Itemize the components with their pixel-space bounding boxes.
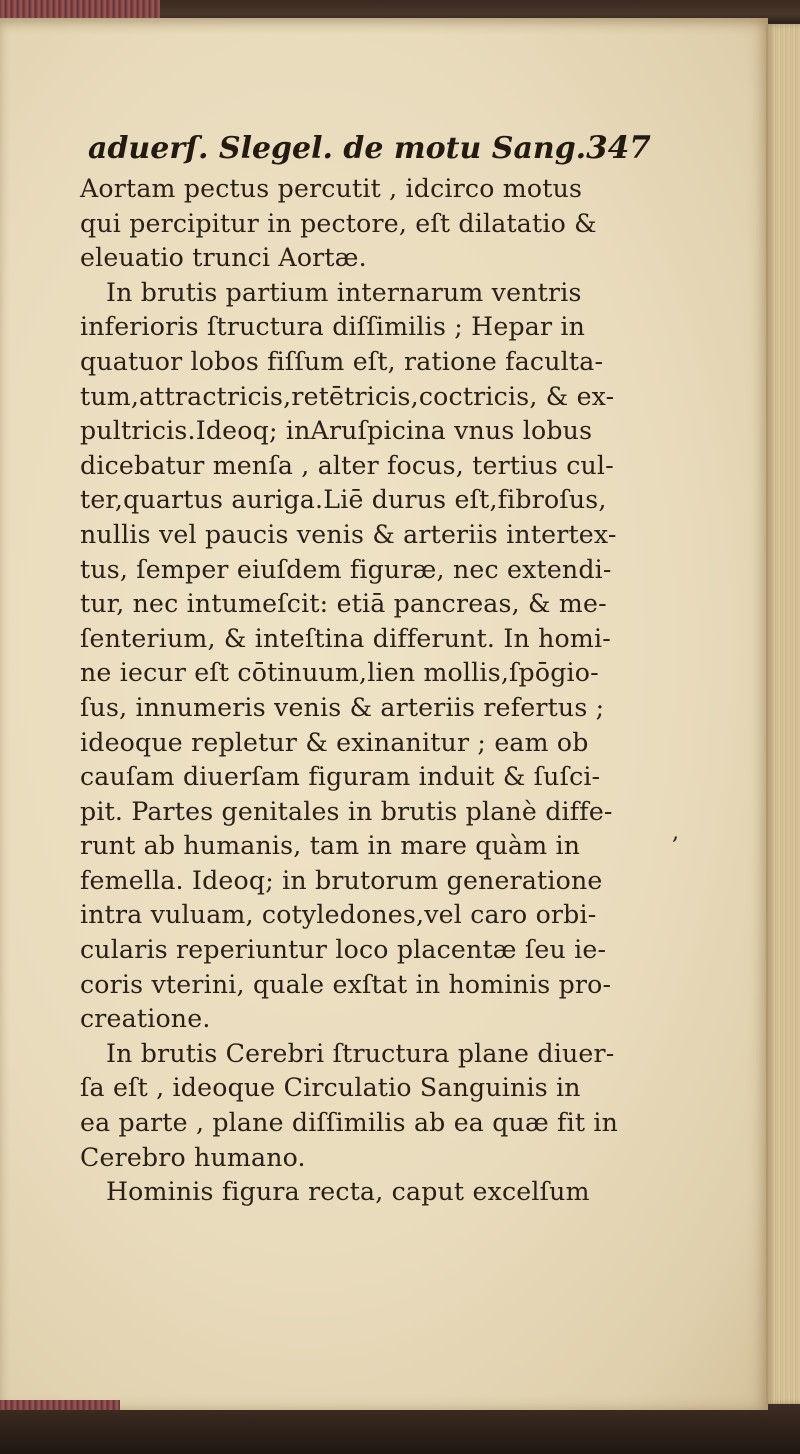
text-line: coris vterini, quale exſtat in hominis pro-: [80, 969, 612, 999]
text-line: intra vuluam, cotyledones,vel caro orbi-: [80, 900, 597, 930]
text-line: cauſam diuerſam figuram induit & ſuſci-: [80, 762, 601, 792]
text-line: quatuor lobos fiſſum eſt, ratione faculta-: [80, 346, 604, 376]
text-line: In brutis partium internarum ventris: [106, 277, 582, 307]
text-line: ſa eſt , ideoque Circulatio Sanguinis in: [80, 1073, 581, 1103]
text-line: ea parte , plane diſſimilis ab ea quæ fit in: [80, 1108, 619, 1138]
text-line: tus, ſemper eiuſdem figuræ, nec extendi-: [80, 554, 612, 584]
text-line: runt ab humanis, tam in mare quàm in: [80, 831, 581, 861]
body-text: [80, 172, 652, 1210]
binding-top-decoration: [0, 0, 160, 18]
text-line: In brutis Cerebri ſtructura plane diuer-: [106, 1038, 615, 1068]
running-title: aduerſ. Slegel. de motu Sang.: [88, 131, 587, 166]
text-line: nullis vel paucis venis & arteriis intertex-: [80, 519, 617, 549]
text-line: ter,quartus auriga.Liē durus eſt,fibroſus,: [80, 485, 607, 515]
text-line: tum,attractricis,retētricis,coctricis, & ex-: [80, 381, 615, 411]
text-line: ideoque repletur & exinanitur ; eam ob: [80, 727, 589, 757]
running-header: [88, 130, 651, 166]
text-line: ſus, innumeris venis & arteriis refertus ;: [80, 692, 605, 722]
text-line: dicebatur menſa , alter focus, tertius cul-: [80, 450, 614, 480]
text-line: Hominis figura recta, caput excelſum: [106, 1177, 590, 1207]
text-line: Cerebro humano.: [80, 1142, 306, 1172]
text-line: tur, nec intumeſcit: etiā pancreas, & me-: [80, 589, 607, 619]
bottom-shadow-band: [0, 1410, 800, 1454]
text-line: femella. Ideoq; in brutorum generatione: [80, 865, 603, 895]
text-line: ne iecur eſt cōtinuum,lien mollis,ſpōgio-: [80, 658, 599, 688]
text-line: pit. Partes genitales in brutis planè diffe-: [80, 796, 613, 826]
page-number: 347: [586, 130, 651, 166]
text-line: pultricis.Ideoq; inAruſpicina vnus lobus: [80, 416, 593, 446]
text-line: creatione.: [80, 1004, 211, 1034]
margin-mark: ,: [672, 820, 679, 845]
text-line: eleuatio trunci Aortæ.: [80, 243, 367, 273]
page-edge-stack: [766, 24, 800, 1404]
text-line: inferioris ſtructura diſſimilis ; Hepar in: [80, 312, 586, 342]
text-line: cularis reperiuntur loco placentæ ſeu ie-: [80, 935, 607, 965]
text-line: qui percipitur in pectore, eſt dilatatio &: [80, 208, 597, 238]
text-line: ſenterium, & inteſtina differunt. In homi-: [80, 623, 611, 653]
text-line: Aortam pectus percutit , idcirco motus: [80, 174, 583, 203]
